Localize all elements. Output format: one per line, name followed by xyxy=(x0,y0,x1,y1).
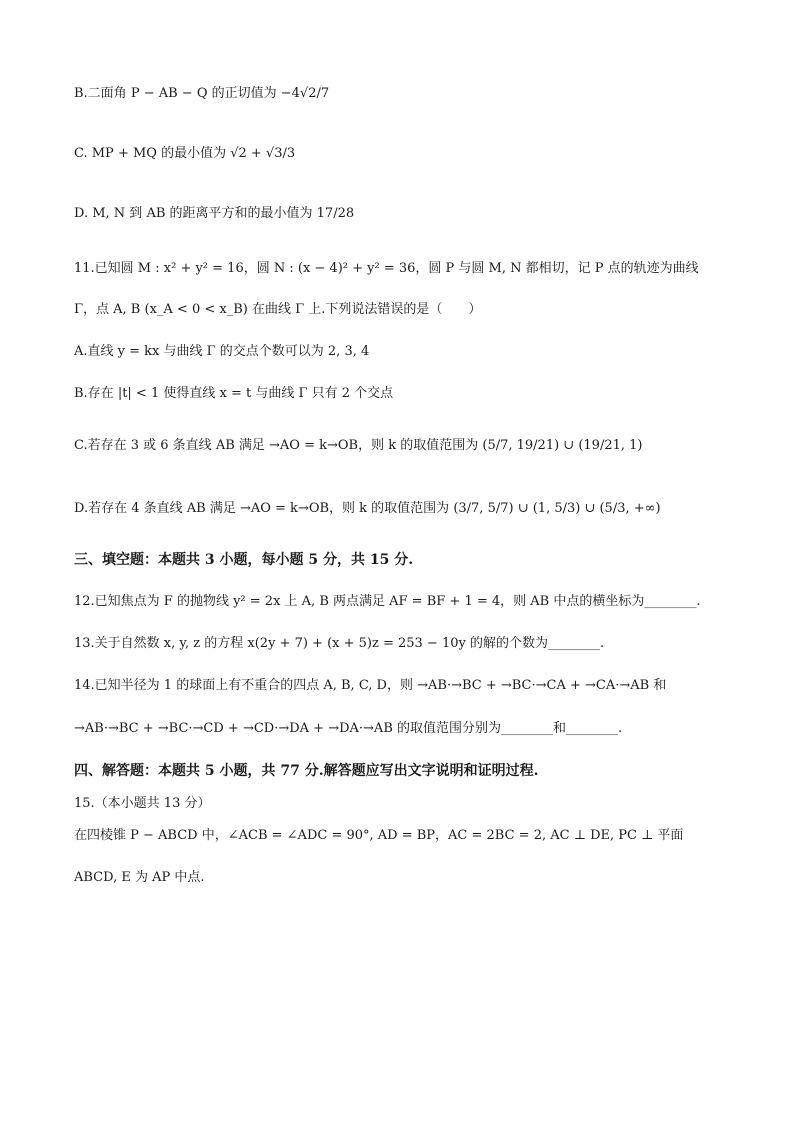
q11-line-1: 11.已知圆 M : x² + y² = 16，圆 N : (x − 4)² + y² = 36，圆 P 与圆 M, N 都相切，记 P 点的轨迹为曲线 xyxy=(74,261,699,276)
q11-option-d: D.若存在 4 条直线 AB 满足 →AO = k→OB，则 k 的取值范围为 (3/7, 5/7) ∪ (1, 5/3) ∪ (5/3, +∞) xyxy=(74,501,661,516)
q15-header: 15.（本小题共 13 分） xyxy=(74,796,211,811)
option-c-line: C. MP + MQ 的最小值为 √2 + √3/3 xyxy=(74,146,296,161)
option-d-line: D. M, N 到 AB 的距离平方和的最小值为 17/28 xyxy=(74,206,355,221)
option-b-line: B.二面角 P − AB − Q 的正切值为 −4√2/7 xyxy=(74,86,330,101)
section-3-heading: 三、填空题：本题共 3 小题，每小题 5 分，共 15 分. xyxy=(74,552,414,568)
q13-line: 13.关于自然数 x, y, z 的方程 x(2y + 7) + (x + 5)z = 253 − 10y 的解的个数为________. xyxy=(74,636,605,651)
q15-line-2: ABCD, E 为 AP 中点. xyxy=(74,870,205,885)
q15-line-1: 在四棱锥 P − ABCD 中，∠ACB = ∠ADC = 90°, AD = BP，AC = 2BC = 2, AC ⊥ DE, PC ⊥ 平面 xyxy=(74,828,684,843)
q14-line-1: 14.已知半径为 1 的球面上有不重合的四点 A, B, C, D，则 →AB·→BC + →BC·→CA + →CA·→AB 和 xyxy=(74,678,667,693)
q14-line-2: →AB·→BC + →BC·→CD + →CD·→DA + →DA·→AB 的取值范围分别为________和________. xyxy=(74,721,623,736)
q11-line-2: Γ，点 A, B (x_A < 0 < x_B) 在曲线 Γ 上.下列说法错误的是（ ） xyxy=(74,302,482,317)
q11-option-c: C.若存在 3 或 6 条直线 AB 满足 →AO = k→OB，则 k 的取值范围为 (5/7, 19/21) ∪ (19/21, 1) xyxy=(74,438,643,453)
section-4-heading: 四、解答题：本题共 5 小题，共 77 分.解答题应写出文字说明和证明过程. xyxy=(74,763,539,779)
q11-option-a: A.直线 y = kx 与曲线 Γ 的交点个数可以为 2, 3, 4 xyxy=(74,344,370,359)
q11-option-b: B.存在 |t| < 1 使得直线 x = t 与曲线 Γ 只有 2 个交点 xyxy=(74,386,394,401)
q12-line: 12.已知焦点为 F 的抛物线 y² = 2x 上 A, B 两点满足 AF = BF + 1 = 4，则 AB 中点的横坐标为________. xyxy=(74,594,701,609)
